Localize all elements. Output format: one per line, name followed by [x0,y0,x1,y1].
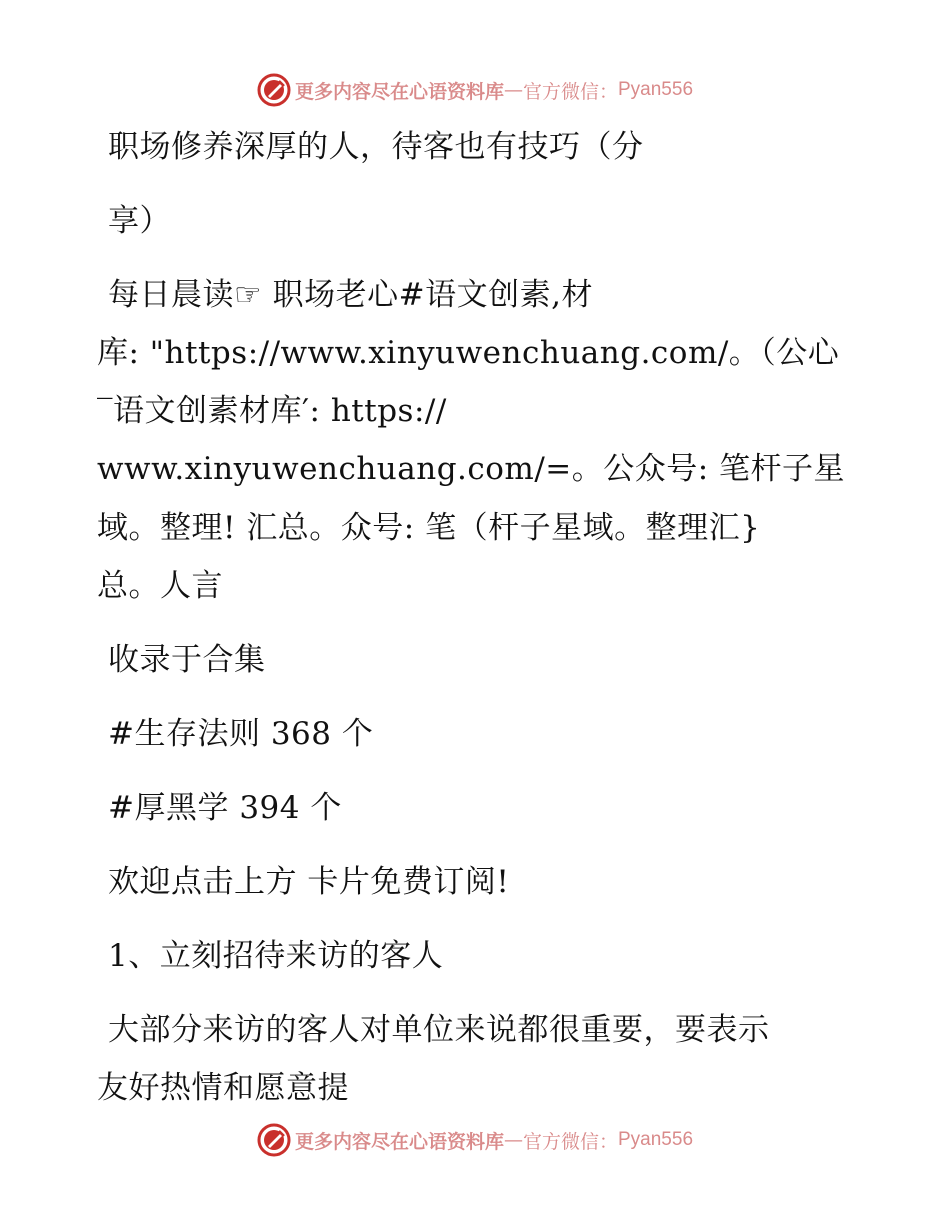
section-1-heading: 1、立刻招待来访的客人 [108,938,444,974]
banner-dash: — [503,1129,523,1151]
header-banner [0,68,950,112]
intro-line [108,275,593,315]
banner-wechat-id: Pyan556 [618,1129,694,1150]
url-line-3: www.xinyuwenchuang.com/=。公众号: 笔杆子星 [97,451,846,487]
source-line-2: 总。人言 [97,568,223,604]
banner-wechat-label: 官方微信： [522,80,618,103]
collection-label: 收录于合集 [108,642,266,678]
collection-tag-survival-rules[interactable]: #生存法则 368 个 [108,716,374,752]
url-line-1: 库: "https://www.xinyuwenchuang.com/。（公心 [97,335,840,371]
banner-wechat-label: 官方微信： [522,1130,618,1153]
collection-tag-thick-black[interactable]: #厚黑学 394 个 [108,790,342,826]
logo-icon [257,1123,291,1157]
section-1-paragraph-line-2: 友好热情和愿意提 [97,1070,349,1106]
source-line-1: 域。整理! 汇总。众号: 笔（杆子星域。整理汇} [97,510,761,546]
url-line-2: ‾语文创素材库′: https:// [97,393,447,429]
intro-suffix: 职场老心#语文创素,材 [262,277,593,313]
banner-site-text: 更多内容尽在心语资料库 [294,80,504,103]
intro-prefix: 每日晨读 [108,277,234,313]
subscribe-prompt: 欢迎点击上方 卡片免费订阅! [108,864,510,900]
banner-wechat-id: Pyan556 [618,79,694,100]
banner-site-text: 更多内容尽在心语资料库 [294,1130,504,1153]
section-1-paragraph-line-1: 大部分来访的客人对单位来说都很重要，要表示 [108,1012,770,1048]
document-title-line-1: 职场修养深厚的人，待客也有技巧（分 [108,129,644,165]
banner-dash: — [503,79,523,101]
footer-banner [0,1118,950,1162]
pointing-hand-icon: ☞ [234,277,263,313]
document-title-line-2: 享） [108,203,171,239]
logo-icon [257,73,291,107]
